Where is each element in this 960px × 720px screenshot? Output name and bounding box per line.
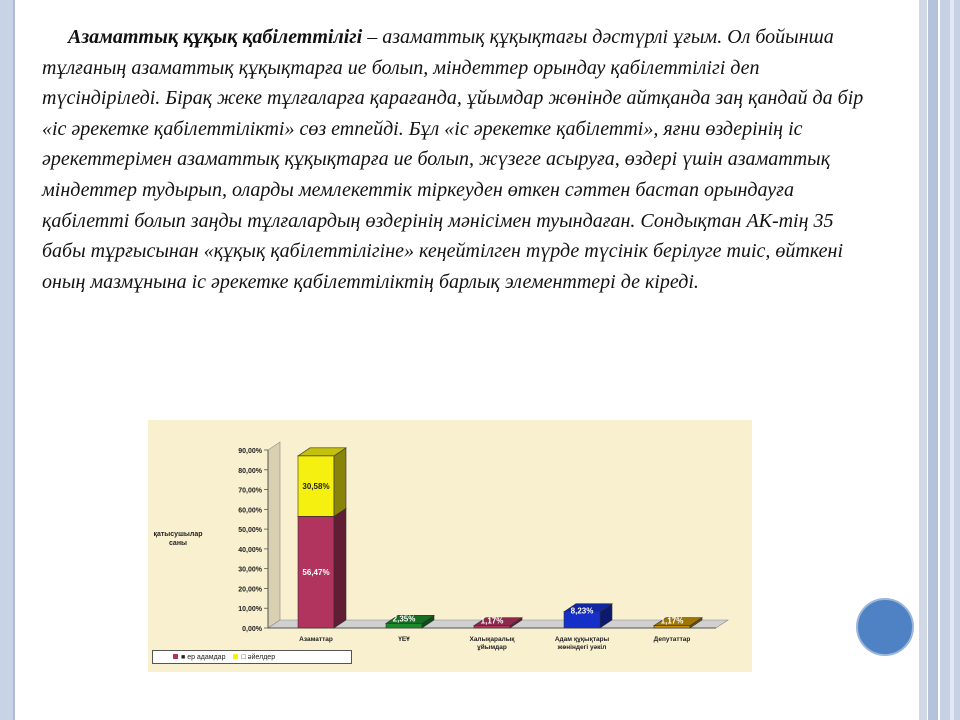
- right-frame-bar: [919, 0, 927, 720]
- legend-label: әйелдер: [247, 653, 276, 661]
- y-tick-label: 60,00%: [238, 507, 262, 515]
- x-category-label: Адам құқықтары: [554, 636, 610, 643]
- data-label: 1,17%: [660, 616, 684, 626]
- bar-chart-svg: [148, 420, 752, 672]
- y-tick-label: 70,00%: [238, 487, 262, 495]
- y-tick-label: 20,00%: [238, 586, 262, 594]
- legend-item-men: ■ ер адамдар: [173, 654, 225, 661]
- right-frame-bar: [950, 0, 954, 720]
- x-category-label: Депутаттар: [653, 636, 691, 643]
- legend-item-women: □ әйелдер: [233, 654, 275, 661]
- body-text: – азаматтық құқықтағы дәстүрлі ұғым. Ол бойынша тұлғаның азаматтық құқықтарға ие болып, міндеттер орындау қабілеттілігі деп түсіндіріледі. Бірақ жеке тұлғаларға қарағанда, ұйымдар жөнінде айтқанда заң қандай да бір «іс әрекетке қабілеттілікті» сөз етпейді. Бұл «іс әрекетке қабілетті», яғни өздерінің іс әрекеттерімен азаматтық құқықтарға ие болып, жүзеге асыруға, өздері үшін азаматтық міндеттер тудырып, оларды мемлекеттік тіркеуден өткен сәттен бастап орындауға қабілетті болып заңды тұлғалардың өздерінің мәнісімен туындаған. Сондықтан АК-тің 35 бабы тұрғысынан «құқық қабілеттілігіне» кеңейтілген түрде түсінік берілуге тиіс, өйткені оның мазмұнына іс әрекетке қабілеттіліктің барлық элементтері де кіреді.: [42, 26, 864, 293]
- x-category-label: Халықаралық: [469, 636, 515, 643]
- bar-men-1: [386, 623, 422, 628]
- data-label: 30,58%: [302, 482, 330, 492]
- bar-side-0: [334, 448, 346, 516]
- body-paragraph: [42, 22, 872, 297]
- y-axis-label: қатысушылар: [153, 531, 203, 538]
- x-category-label: ұйымдар: [477, 644, 507, 651]
- bar-men-4: [654, 626, 690, 628]
- x-category-label: ҮЕҰ: [398, 636, 410, 643]
- data-label: 2,35%: [392, 614, 416, 624]
- data-label: 1,17%: [480, 616, 504, 626]
- data-label: 56,47%: [302, 568, 330, 578]
- y-tick-label: 10,00%: [238, 606, 262, 614]
- x-category-label: Азаматтар: [299, 636, 333, 643]
- right-frame-bar: [928, 0, 938, 720]
- x-category-label: жөніндегі уәкіл: [557, 644, 607, 651]
- chart-legend: [152, 650, 352, 664]
- left-frame-bar: [0, 0, 15, 720]
- term-heading: Азаматтық құқық қабілеттілігі: [68, 26, 363, 48]
- nav-circle-button[interactable]: [856, 598, 914, 656]
- y-tick-label: 30,00%: [238, 566, 262, 574]
- chart-side-wall: [268, 442, 280, 628]
- y-tick-label: 90,00%: [238, 448, 262, 455]
- data-label: 8,23%: [570, 606, 594, 616]
- chart: [148, 420, 752, 672]
- y-tick-label: 40,00%: [238, 546, 262, 554]
- y-tick-label: 50,00%: [238, 527, 262, 535]
- legend-label: ер адамдар: [187, 653, 226, 661]
- bar-side-0: [334, 508, 346, 628]
- bar-men-2: [474, 626, 510, 628]
- y-tick-label: 80,00%: [238, 467, 262, 475]
- y-tick-label: 0,00%: [242, 626, 262, 633]
- y-axis-label: саны: [168, 540, 188, 547]
